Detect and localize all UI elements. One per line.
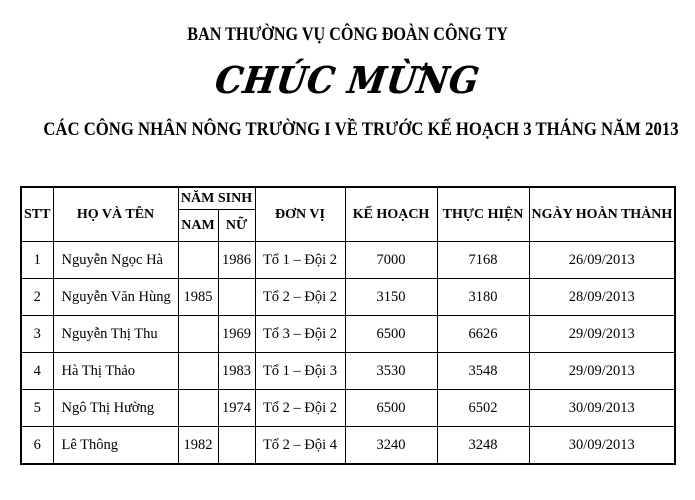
cell-stt: 2: [21, 279, 53, 316]
congrats-script-title: [0, 58, 695, 102]
cell-unit: Tổ 2 – Đội 2: [255, 390, 345, 427]
cell-birth-year-female: 1969: [218, 316, 255, 353]
cell-actual: 3180: [437, 279, 529, 316]
table-row: [21, 390, 675, 427]
award-table: [20, 186, 676, 465]
cell-completion-date: 28/09/2013: [529, 279, 675, 316]
cell-name: Nguyễn Văn Hùng: [53, 279, 178, 316]
col-header-unit: ĐƠN VỊ: [255, 187, 345, 242]
cell-birth-year-female: 1983: [218, 353, 255, 390]
cell-actual: 6502: [437, 390, 529, 427]
table-row: [21, 242, 675, 279]
cell-stt: 5: [21, 390, 53, 427]
cell-plan: 6500: [345, 390, 437, 427]
table-row: [21, 427, 675, 465]
table-row: [21, 353, 675, 390]
org-title-text: BAN THƯỜNG VỤ CÔNG ĐOÀN CÔNG TY: [187, 24, 508, 45]
cell-name: Hà Thị Thảo: [53, 353, 178, 390]
cell-stt: 4: [21, 353, 53, 390]
col-header-plan: KẾ HOẠCH: [345, 187, 437, 242]
table-body: [21, 242, 675, 465]
document-subtitle: [0, 119, 695, 141]
cell-stt: 1: [21, 242, 53, 279]
congrats-script-text: CHÚC MỪNG: [212, 58, 483, 102]
table-row: [21, 316, 675, 353]
cell-unit: Tổ 1 – Đội 2: [255, 242, 345, 279]
col-header-actual: THỰC HIỆN: [437, 187, 529, 242]
cell-birth-year-male: [178, 242, 218, 279]
cell-unit: Tổ 3 – Đội 2: [255, 316, 345, 353]
col-header-male: NAM: [178, 210, 218, 242]
cell-completion-date: 29/09/2013: [529, 316, 675, 353]
cell-plan: 3150: [345, 279, 437, 316]
cell-name: Lê Thông: [53, 427, 178, 465]
cell-unit: Tổ 2 – Đội 4: [255, 427, 345, 465]
col-header-name: HỌ VÀ TÊN: [53, 187, 178, 242]
cell-name: Nguyễn Ngọc Hà: [53, 242, 178, 279]
cell-birth-year-male: [178, 316, 218, 353]
cell-birth-year-male: [178, 353, 218, 390]
cell-actual: 6626: [437, 316, 529, 353]
col-header-completion-date: NGÀY HOÀN THÀNH: [529, 187, 675, 242]
cell-completion-date: 29/09/2013: [529, 353, 675, 390]
table-header-row-1: [21, 187, 675, 210]
cell-completion-date: 30/09/2013: [529, 390, 675, 427]
cell-stt: 3: [21, 316, 53, 353]
cell-actual: 3548: [437, 353, 529, 390]
document-subtitle-text: CÁC CÔNG NHÂN NÔNG TRƯỜNG I VỀ TRƯỚC KẾ HOẠCH 3 THÁNG NĂM 2013: [43, 119, 679, 140]
cell-unit: Tổ 2 – Đội 2: [255, 279, 345, 316]
col-header-birth-year: NĂM SINH: [178, 187, 255, 210]
cell-unit: Tổ 1 – Đội 3: [255, 353, 345, 390]
cell-birth-year-female: [218, 427, 255, 465]
cell-birth-year-male: 1982: [178, 427, 218, 465]
cell-plan: 7000: [345, 242, 437, 279]
cell-birth-year-male: 1985: [178, 279, 218, 316]
col-header-stt: STT: [21, 187, 53, 242]
cell-actual: 3248: [437, 427, 529, 465]
cell-plan: 3240: [345, 427, 437, 465]
cell-plan: 3530: [345, 353, 437, 390]
cell-birth-year-female: [218, 279, 255, 316]
cell-birth-year-male: [178, 390, 218, 427]
cell-birth-year-female: 1986: [218, 242, 255, 279]
cell-name: Nguyễn Thị Thu: [53, 316, 178, 353]
org-title: [0, 24, 695, 46]
cell-completion-date: 30/09/2013: [529, 427, 675, 465]
cell-birth-year-female: 1974: [218, 390, 255, 427]
table-row: [21, 279, 675, 316]
col-header-female: NỮ: [218, 210, 255, 242]
cell-actual: 7168: [437, 242, 529, 279]
cell-completion-date: 26/09/2013: [529, 242, 675, 279]
cell-plan: 6500: [345, 316, 437, 353]
cell-stt: 6: [21, 427, 53, 465]
cell-name: Ngô Thị Hường: [53, 390, 178, 427]
